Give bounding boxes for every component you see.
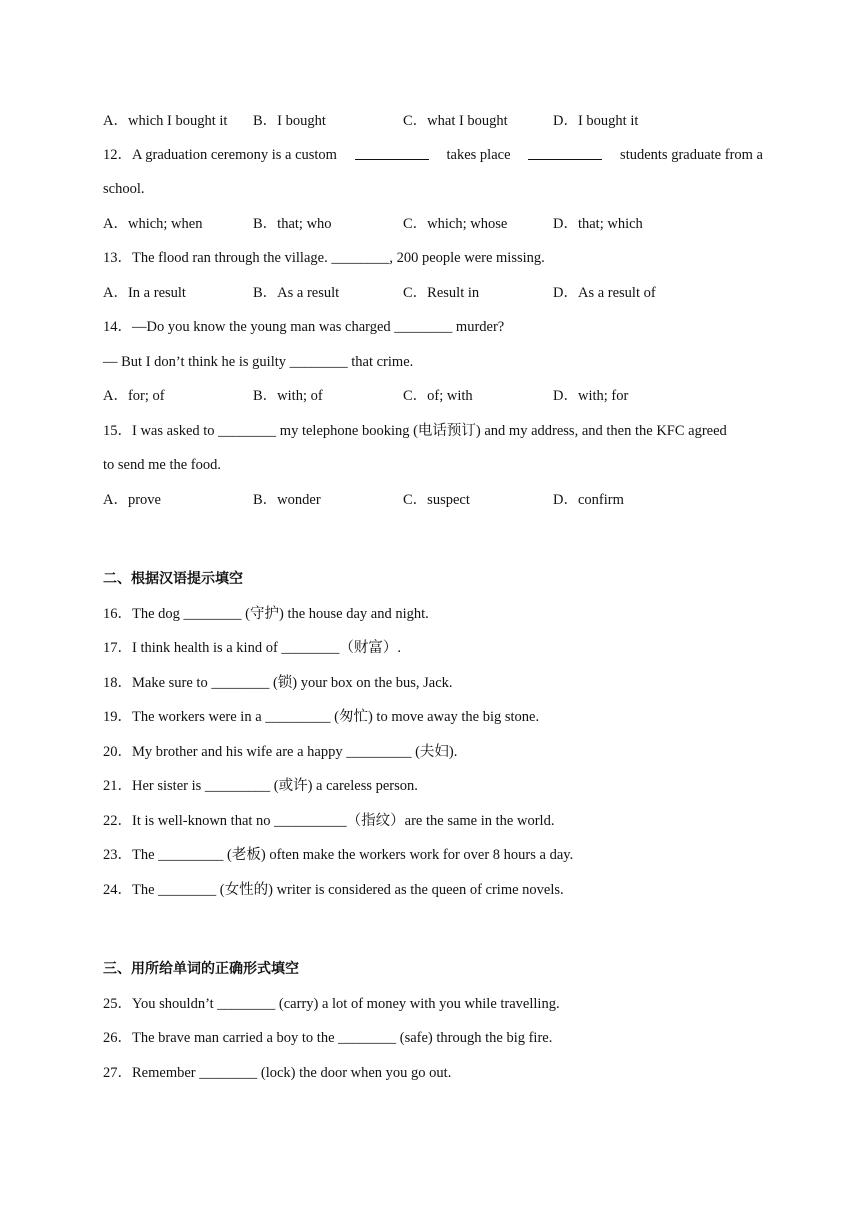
q18-question: 18．Make sure to ________ (锁) your box on the bus, Jack. — [103, 675, 453, 691]
q13-option-d: D．As a result of — [553, 285, 656, 301]
section2-heading: 二、根据汉语提示填空 — [103, 571, 243, 587]
q12-option-a: A．which; when — [103, 216, 203, 232]
q20-question: 20．My brother and his wife are a happy _________ (夫妇). — [103, 744, 458, 760]
q14-option-b: B．with; of — [253, 388, 323, 404]
q12-option-b: B．that; who — [253, 216, 332, 232]
q15-question-line2: to send me the food. — [103, 457, 221, 473]
q12-blank-2 — [528, 145, 602, 160]
q27-question: 27．Remember ________ (lock) the door when you go out. — [103, 1065, 452, 1081]
q14-question-line1: 14．—Do you know the young man was charged ________ murder? — [103, 319, 505, 335]
q12-question-line2: school. — [103, 181, 145, 197]
q16-question: 16．The dog ________ (守护) the house day and night. — [103, 606, 429, 622]
q23-question: 23．The _________ (老板) often make the workers work for over 8 hours a day. — [103, 847, 574, 863]
q11-option-a: A．which I bought it — [103, 113, 228, 129]
q15-option-c: C．suspect — [403, 492, 470, 508]
q25-question: 25．You shouldn’t ________ (carry) a lot of money with you while travelling. — [103, 996, 560, 1012]
q15-options — [103, 490, 763, 510]
q24-question: 24．The ________ (女性的) writer is considered as the queen of crime novels. — [103, 882, 564, 898]
q15-option-a: A．prove — [103, 492, 161, 508]
q11-option-b: B．I bought — [253, 113, 326, 129]
q15-option-d: D．confirm — [553, 492, 624, 508]
q12-question-line1 — [103, 145, 763, 165]
q12-option-c: C．which; whose — [403, 216, 508, 232]
q21-question: 21．Her sister is _________ (或许) a careless person. — [103, 778, 418, 794]
q12-text-part3: students graduate from a — [620, 147, 763, 163]
q12-text-part2: takes place — [446, 147, 511, 163]
q11-options — [103, 111, 763, 131]
q13-options — [103, 283, 763, 303]
q12-options — [103, 214, 763, 234]
q14-question-line2: — But I don’t think he is guilty ________ that crime. — [103, 354, 414, 370]
q22-question: 22．It is well-known that no __________（指纹）are the same in the world. — [103, 813, 555, 829]
q14-options — [103, 386, 763, 406]
q13-option-b: B．As a result — [253, 285, 340, 301]
q17-question: 17．I think health is a kind of ________（财富）. — [103, 640, 402, 656]
q11-option-c: C．what I bought — [403, 113, 508, 129]
q14-option-d: D．with; for — [553, 388, 629, 404]
q14-option-c: C．of; with — [403, 388, 473, 404]
q26-question: 26．The brave man carried a boy to the ________ (safe) through the big fire. — [103, 1030, 553, 1046]
q11-option-d: D．I bought it — [553, 113, 639, 129]
q13-question: 13．The flood ran through the village. ________, 200 people were missing. — [103, 250, 545, 266]
q15-option-b: B．wonder — [253, 492, 321, 508]
q12-text-part1: 12．A graduation ceremony is a custom — [103, 147, 337, 163]
q15-question-line1: 15．I was asked to ________ my telephone booking (电话预订) and my address, and then the KFC agreed — [103, 423, 727, 439]
q14-option-a: A．for; of — [103, 388, 165, 404]
q12-option-d: D．that; which — [553, 216, 643, 232]
section3-heading: 三、用所给单词的正确形式填空 — [103, 961, 299, 977]
q13-option-c: C．Result in — [403, 285, 480, 301]
q12-blank-1 — [355, 145, 429, 160]
q13-option-a: A．In a result — [103, 285, 186, 301]
q19-question: 19．The workers were in a _________ (匆忙) to move away the big stone. — [103, 709, 540, 725]
